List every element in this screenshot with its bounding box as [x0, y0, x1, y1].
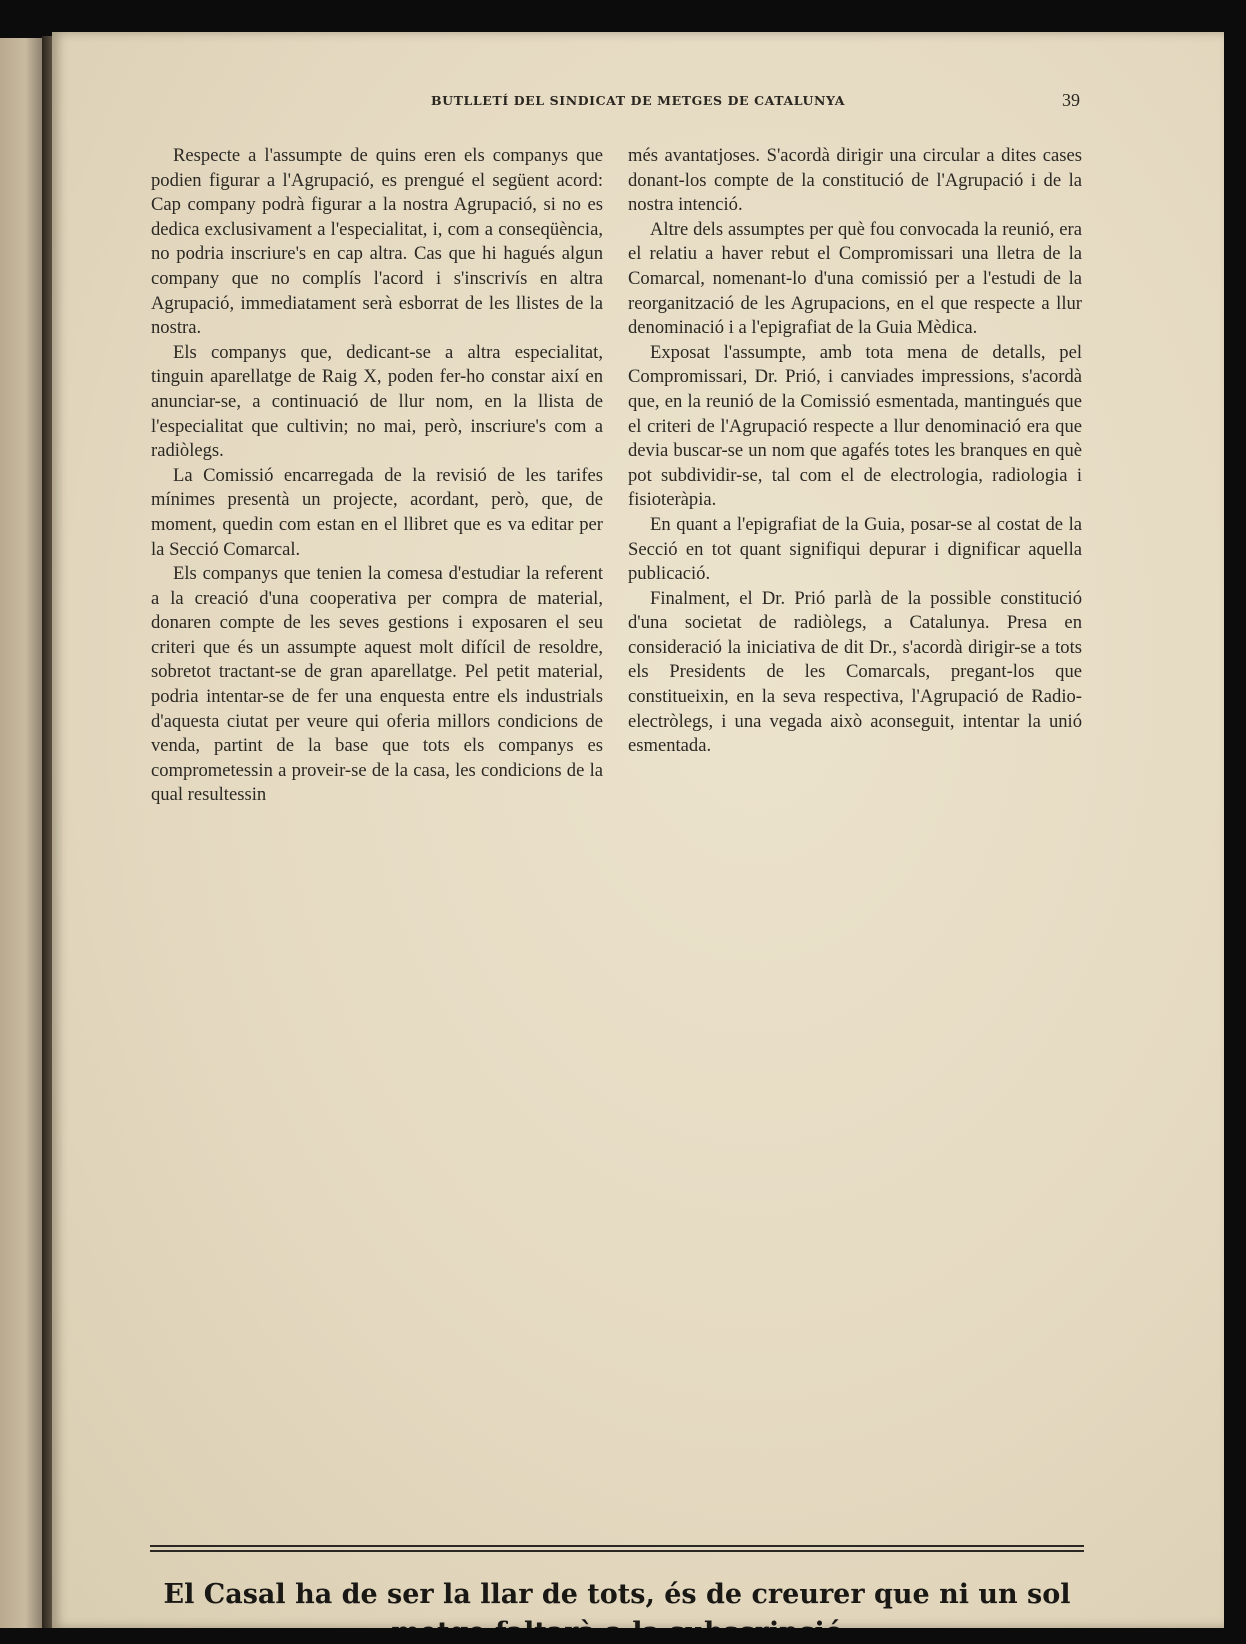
page-number: 39	[1062, 90, 1080, 110]
paragraph: Els companys que, dedicant-se a altra especialitat, tinguin aparellatge de Raig X, poden fer-ho constar així en anunciar-se, a continuació de llur nom, en la llista de l'especialitat que cultivin; no mai, però, inscriure's com a radiòlegs.	[151, 341, 603, 462]
paragraph: Els companys que tenien la comesa d'estudiar la referent a la creació d'una cooperativa per compra de material, donaren compte de les seves gestions i exposaren el seu criteri que és un assumpte aquest molt difícil de resoldre, sobretot tractant-se de gran aparellatge. Pel petit material, podria intentar-se de fer una enquesta entre els industrials d'aquesta ciutat per veure qui oferia millors condicions de venda, partint de la base que tots els companys es comprometessin a proveir-se de la casa, les condicions de la qual resultessin	[151, 563, 603, 806]
paragraph: En quant a l'epigrafiat de la Guia, posar-se al costat de la Secció en tot quant signifiqui depurar i dignificar aquella publicació.	[628, 513, 1082, 585]
paragraph: Exposat l'assumpte, amb tota mena de detalls, pel Compromissari, Dr. Prió, i canviades impressions, s'acordà que, en la reunió de la Comissió esmentada, mantingués que el criteri de l'Agrupació respecte a llur denominació era que devia buscar-se un nom que agafés totes les branques en què pot subdividir-se, tal com el de electrologia, radiologia i fisioteràpia.	[628, 341, 1082, 511]
paragraph-continuation: més avantatjoses. S'acordà dirigir una circular a dites cases donant-los compte de la constitució de l'Agrupació i de la nostra intenció.	[628, 145, 1082, 216]
right-text-column	[628, 144, 1082, 759]
paragraph: Respecte a l'assumpte de quins eren els companys que podien figurar a l'Agrupació, es prengué el següent acord: Cap company podrà figurar a la nostra Agrupació, si no es dedica exclusivament a l'especialitat, i, com a conseqüència, no podria inscriure's en cap altra. Cas que hi hagués algun company que no complís l'acord i s'inscrivís en altra Agrupació, immediatament serà esborrat de les llistes de la nostra.	[151, 145, 603, 339]
journal-page	[52, 32, 1224, 1628]
left-text-column	[151, 144, 603, 808]
divider-rule	[150, 1550, 1084, 1552]
paragraph: La Comissió encarregada de la revisió de les tarifes mínimes presentà un projecte, acordant, però, que, de moment, quedin com estan en el llibret que es va editar per la Secció Comarcal.	[151, 464, 603, 560]
slogan-line: El Casal ha de ser la llar de tots, és de creurer que ni un sol	[163, 1579, 1071, 1610]
previous-page-edge	[0, 38, 42, 1628]
running-title: BUTLLETÍ DEL SINDICAT DE METGES DE CATALUNYA	[430, 93, 846, 108]
paragraph: Finalment, el Dr. Prió parlà de la possible constitució d'una societat de radiòlegs, a Catalunya. Presa en consideració la iniciativa de dit Dr., s'acordà dirigir-se a tots els Presidents de les Comarcals, pregant-los que constitueixin, en la seva respectiva, l'Agrupació de Radio-electròlegs, i una vegada això aconseguit, intentar la unió esmentada.	[628, 587, 1082, 757]
scan-bottom-border	[0, 1628, 1246, 1644]
paragraph: Altre dels assumptes per què fou convocada la reunió, era el relatiu a haver rebut el Compromissari una lletra de la Comarcal, nomenant-lo d'una comissió per a l'estudi de la reorganització de les Agrupacions, en el que respecte a llur denominació i a l'epigrafiat de la Guia Mèdica.	[628, 218, 1082, 339]
divider-rule	[150, 1545, 1084, 1547]
